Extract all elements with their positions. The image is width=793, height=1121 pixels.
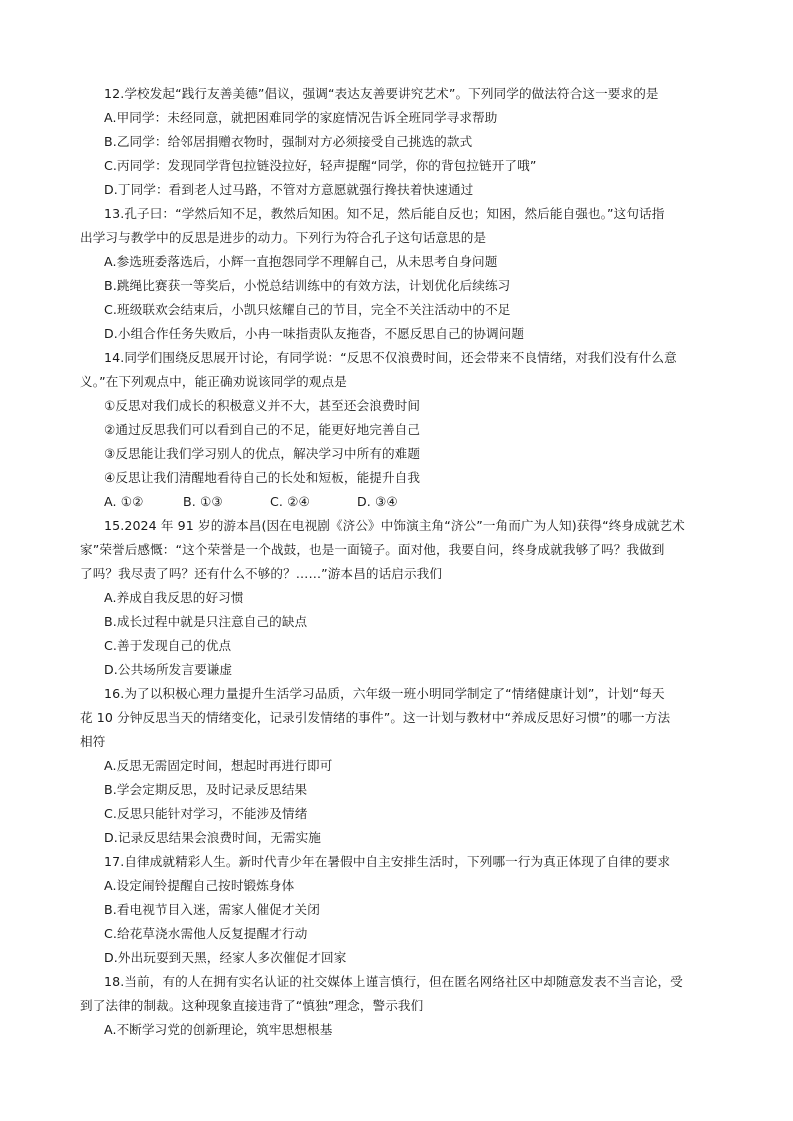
q16-option-c: C.反思只能针对学习，不能涉及情绪 [104, 806, 308, 821]
q14-choice-c: C. ②④ [270, 494, 310, 509]
q14-stem-line-2: 义。”在下列观点中，能正确劝说该同学的观点是 [80, 374, 347, 389]
q15-stem-line-3: 了吗？我尽责了吗？还有什么不够的？……”游本昌的话启示我们 [80, 566, 443, 581]
q15-stem-line-1: 15.2024 年 91 岁的游本昌(因在电视剧《济公》中饰演主角“济公”一角而广为人知)获得“终身成就艺术 [104, 518, 685, 533]
q12-option-a: A.甲同学：未经同意，就把困难同学的家庭情况告诉全班同学寻求帮助 [104, 110, 498, 125]
q14-statement-1: ①反思对我们成长的积极意义并不大，甚至还会浪费时间 [104, 398, 421, 413]
q14-choice-b: B. ①③ [183, 494, 223, 509]
q15-option-d: D.公共场所发言要谦虚 [104, 662, 233, 677]
q16-option-d: D.记录反思结果会浪费时间，无需实施 [104, 830, 322, 845]
q13-stem-line-1: 13.孔子曰：“学然后知不足，教然后知困。知不足，然后能自反也；知困，然后能自强也。”这句话指 [104, 206, 665, 221]
q14-statement-4: ④反思让我们清醒地看待自己的长处和短板，能提升自我 [104, 470, 421, 485]
q15-option-a: A.养成自我反思的好习惯 [104, 590, 244, 605]
q14-statement-3: ③反思能让我们学习别人的优点，解决学习中所有的难题 [104, 446, 421, 461]
q14-choice-a: A. ①② [104, 494, 144, 509]
q13-option-b: B.跳绳比赛获一等奖后，小悦总结训练中的有效方法，计划优化后续练习 [104, 278, 511, 293]
q17-option-b: B.看电视节目入迷，需家人催促才关闭 [104, 902, 320, 917]
q13-option-d: D.小组合作任务失败后，小冉一味指责队友拖沓，不愿反思自己的协调问题 [104, 326, 525, 341]
q12-stem-line-1: 12.学校发起“践行友善美德”倡议，强调“表达友善要讲究艺术”。下列同学的做法符合这一要求的是 [104, 86, 659, 101]
q14-choice-d: D. ③④ [357, 494, 398, 509]
q16-stem-line-1: 16.为了以积极心理力量提升生活学习品质，六年级一班小明同学制定了“情绪健康计划”，计划“每天 [104, 686, 665, 701]
q18-stem-line-2: 到了法律的制裁。这种现象直接违背了“慎独”理念，警示我们 [80, 998, 424, 1013]
q16-stem-line-2: 花 10 分钟反思当天的情绪变化，记录引发情绪的事件”。这一计划与教材中“养成反思好习惯”的哪一方法 [80, 710, 671, 725]
q17-option-c: C.给花草浇水需他人反复提醒才行动 [104, 926, 308, 941]
q17-option-d: D.外出玩耍到天黑，经家人多次催促才回家 [104, 950, 347, 965]
q17-option-a: A.设定闹铃提醒自己按时锻炼身体 [104, 878, 295, 893]
q18-option-a: A.不断学习党的创新理论，筑牢思想根基 [104, 1022, 333, 1037]
q13-stem-line-2: 出学习与教学中的反思是进步的动力。下列行为符合孔子这句话意思的是 [80, 230, 487, 245]
q16-stem-line-3: 相符 [80, 734, 106, 749]
q15-option-b: B.成长过程中就是只注意自己的缺点 [104, 614, 308, 629]
q12-option-c: C.丙同学：发现同学背包拉链没拉好，轻声提醒“同学，你的背包拉链开了哦” [104, 158, 537, 173]
q18-stem-line-1: 18.当前，有的人在拥有实名认证的社交媒体上谨言慎行，但在匿名网络社区中却随意发表不当言论，受 [104, 974, 683, 989]
q13-option-a: A.参选班委落选后，小辉一直抱怨同学不理解自己，从未思考自身问题 [104, 254, 498, 269]
q14-statement-2: ②通过反思我们可以看到自己的不足，能更好地完善自己 [104, 422, 421, 437]
q15-stem-line-2: 家”荣誉后感慨：“这个荣誉是一个战鼓，也是一面镜子。面对他，我要自问，终身成就我够了吗？我做到 [80, 542, 665, 557]
q14-stem-line-1: 14.同学们围绕反思展开讨论，有同学说：“反思不仅浪费时间，还会带来不良情绪，对我们没有什么意 [104, 350, 677, 365]
q12-option-d: D.丁同学：看到老人过马路，不管对方意愿就强行搀扶着快速通过 [104, 182, 474, 197]
q12-option-b: B.乙同学：给邻居捐赠衣物时，强制对方必须接受自己挑选的款式 [104, 134, 473, 149]
q15-option-c: C.善于发现自己的优点 [104, 638, 232, 653]
q17-stem-line-1: 17.自律成就精彩人生。新时代青少年在暑假中自主安排生活时，下列哪一行为真正体现了自律的要求 [104, 854, 671, 869]
q13-option-c: C.班级联欢会结束后，小凯只炫耀自己的节目，完全不关注活动中的不足 [104, 302, 511, 317]
q16-option-b: B.学会定期反思，及时记录反思结果 [104, 782, 308, 797]
q16-option-a: A.反思无需固定时间，想起时再进行即可 [104, 758, 333, 773]
